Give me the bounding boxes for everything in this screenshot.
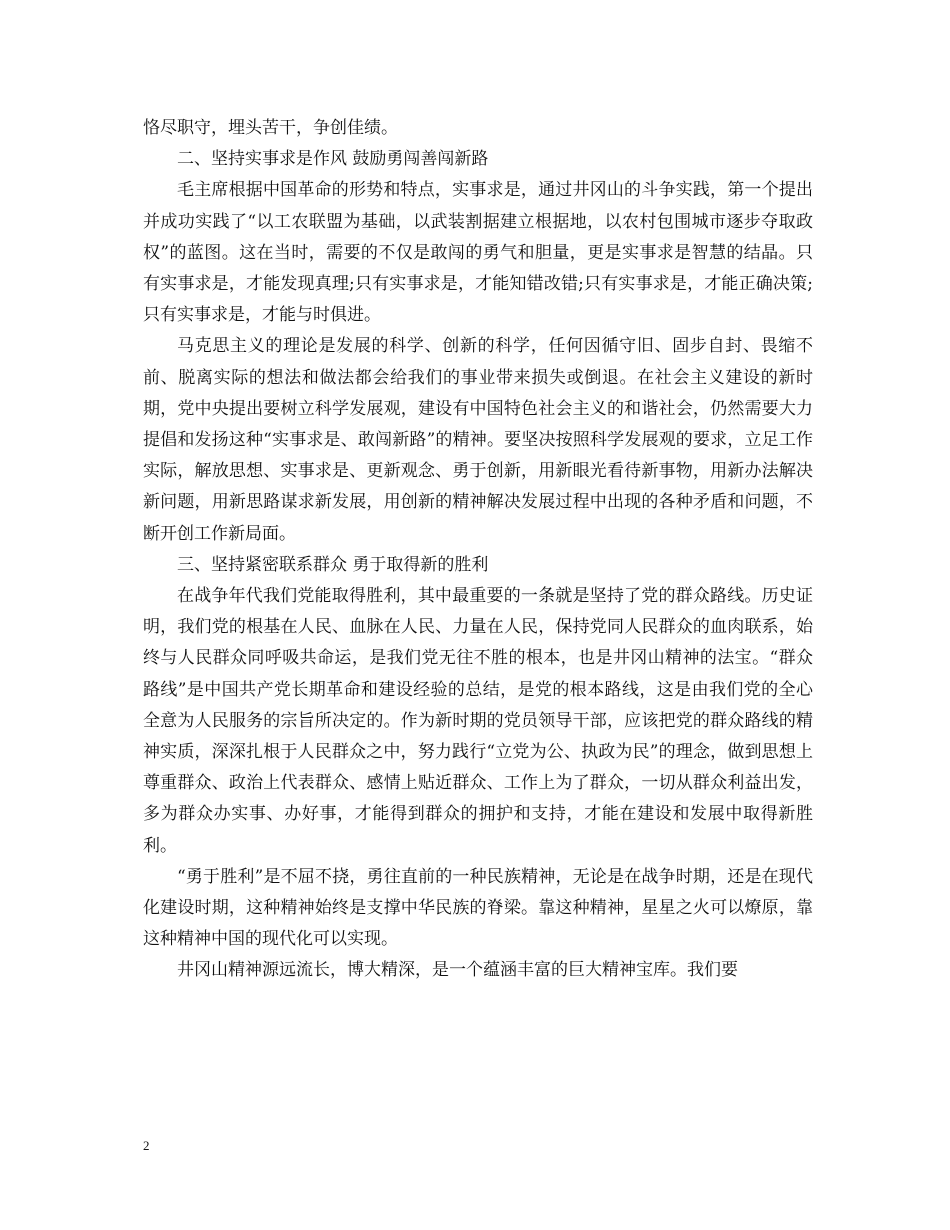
paragraph-continuation: 恪尽职守，埋头苦干，争创佳绩。 xyxy=(143,118,398,138)
paragraph-mao-practice: 毛主席根据中国革命的形势和特点，实事求是，通过井冈山的斗争实践，第一个提出并成功实践了“以工农联盟为基础，以武装割据建立根据地，以农村包围城市逐步夺取政权”的蓝图。这在当时，需要的不仅是敢闯的勇气和胆量，更是实事求是智慧的结晶。只有实事求是，才能发现真理;只有实事求是，才能知错改错;只有实事求是，才能正确决策;只有实事求是，才能与时俱进。 xyxy=(143,180,813,326)
document-body xyxy=(143,113,813,987)
paragraph-mass-line: 在战争年代我们党能取得胜利，其中最重要的一条就是坚持了党的群众路线。历史证明，我们党的根基在人民、血脉在人民、力量在人民，保持党同人民群众的血肉联系，始终与人民群众同呼吸共命运，是我们党无往不胜的根本，也是井冈山精神的法宝。“群众路线”是中国共产党长期革命和建设经验的总结，是党的根本路线，这是由我们党的全心全意为人民服务的宗旨所决定的。作为新时期的党员领导干部，应该把党的群众路线的精神实质，深深扎根于人民群众之中，努力践行“立党为公、执政为民”的理念，做到思想上尊重群众、政治上代表群众、感情上贴近群众、工作上为了群众，一切从群众利益出发，多为群众办实事、办好事，才能得到群众的拥护和支持，才能在建设和发展中取得新胜利。 xyxy=(143,586,813,856)
section-heading-two: 二、坚持实事求是作风 鼓励勇闯善闯新路 xyxy=(177,149,489,170)
section-heading-three: 三、坚持紧密联系群众 勇于取得新的胜利 xyxy=(177,554,489,575)
paragraph-courage-victory: “勇于胜利”是不屈不挠，勇往直前的一种民族精神，无论是在战争时期，还是在现代化建设时期，这种精神始终是支撑中华民族的脊梁。靠这种精神，星星之火可以燎原，靠这种精神中国的现代化可以实现。 xyxy=(143,866,813,950)
paragraph-jinggangshan-spirit: 井冈山精神源远流长，博大精深，是一个蕴涵丰富的巨大精神宝库。我们要 xyxy=(177,960,738,981)
paragraph-marxism-innovation: 马克思主义的理论是发展的科学、创新的科学，任何因循守旧、固步自封、畏缩不前、脱离实际的想法和做法都会给我们的事业带来损失或倒退。在社会主义建设的新时期，党中央提出要树立科学发展观，建设有中国特色社会主义的和谐社会，仍然需要大力提倡和发扬这种“实事求是、敢闯新路”的精神。要坚决按照科学发展观的要求，立足工作实际，解放思想、实事求是、更新观念、勇于创新，用新眼光看待新事物，用新办法解决新问题，用新思路谋求新发展，用创新的精神解决发展过程中出现的各种矛盾和问题，不断开创工作新局面。 xyxy=(143,336,813,544)
page-number: 2 xyxy=(143,1138,150,1153)
